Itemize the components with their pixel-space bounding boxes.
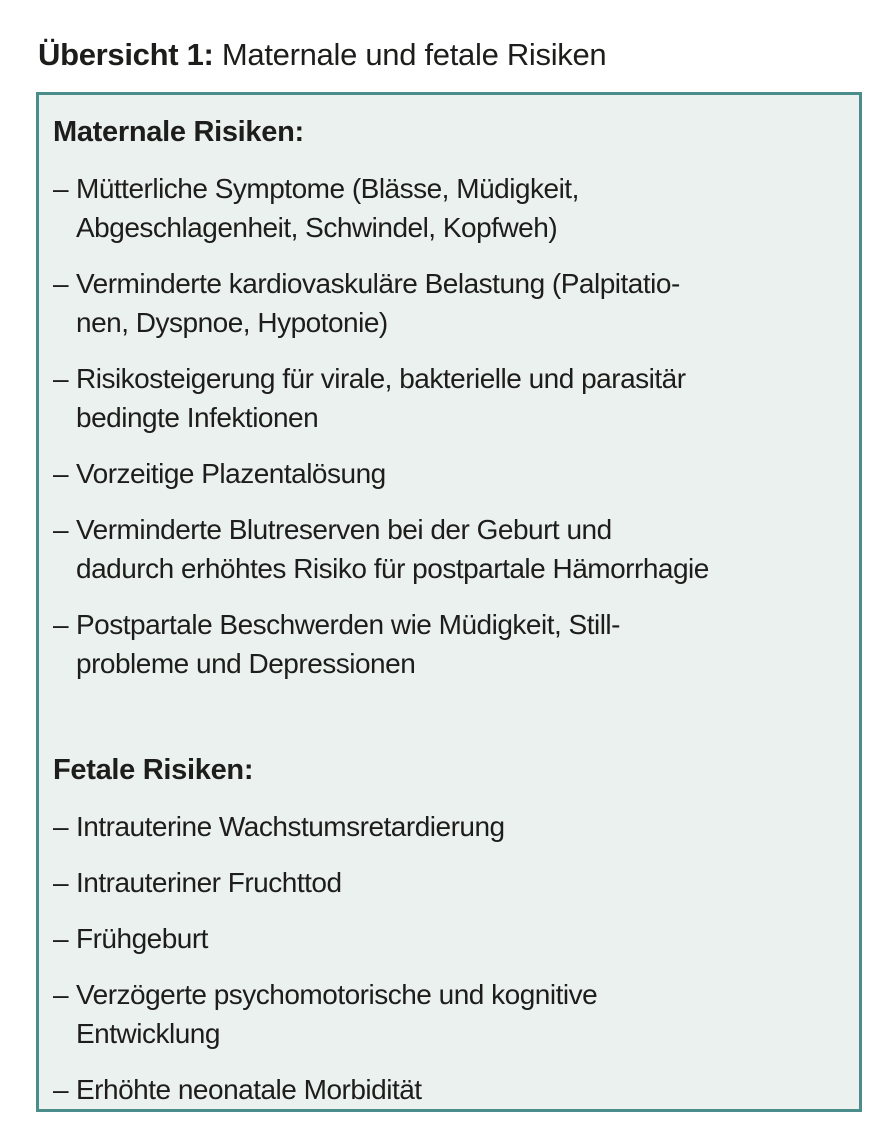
list-item-line: Vorzeitige Plazentalösung [76,458,386,489]
list-item-text [76,863,342,902]
dash-bullet: – [53,609,69,640]
list-item-line: Intrauteriner Fruchttod [76,867,342,898]
list-item-line: Entwicklung [76,1018,220,1049]
dash-bullet: – [53,363,69,394]
section-heading: Maternale Risiken: [53,116,304,148]
dash-bullet: – [53,173,69,204]
list-item-line: Mütterliche Symptome (Blässe, Müdigkeit, [76,173,579,204]
list-item [53,605,841,683]
page-title-label: Übersicht 1: [38,37,214,72]
list-item-text [76,605,620,683]
list-item-text [76,264,680,342]
list-item-line: Intrauterine Wachstumsretardierung [76,811,505,842]
list-item [53,264,841,342]
list-item-line: Erhöhte neonatale Morbidität [76,1074,422,1105]
dash-bullet: – [53,979,69,1010]
dash-bullet: – [53,268,69,299]
list-item-text [76,975,597,1053]
list-item-line: Verminderte Blutreserven bei der Geburt und [76,514,612,545]
list-item-line: bedingte Infektionen [76,402,319,433]
list-item-line: Verzögerte psychomotorische und kognitive [76,979,598,1010]
list-item [53,510,841,588]
risk-box [36,92,862,1112]
page-title [38,34,606,76]
risk-section [53,751,841,1109]
dash-bullet: – [53,811,69,842]
dash-bullet: – [53,923,69,954]
list-item-text [76,919,208,958]
list-item-text [76,510,709,588]
dash-bullet: – [53,514,69,545]
list-item-line: Risikosteigerung für virale, bakterielle und parasitär [76,363,686,394]
section-heading: Fetale Risiken: [53,754,254,786]
list-item-line: dadurch erhöhtes Risiko für postpartale Hämorrhagie [76,553,709,584]
list-item-line: nen, Dyspnoe, Hypotonie) [76,307,388,338]
list-item-text [76,807,505,846]
list-item-line: Verminderte kardiovaskuläre Belastung (Palpitatio- [76,268,680,299]
risk-list [53,807,841,1109]
list-item [53,919,841,958]
list-item-line: Frühgeburt [76,923,208,954]
list-item-line: Abgeschlagenheit, Schwindel, Kopfweh) [76,212,558,243]
list-item-text [76,1070,422,1109]
list-item [53,359,841,437]
list-item [53,454,841,493]
dash-bullet: – [53,458,69,489]
page-title-text: Maternale und fetale Risiken [213,37,607,72]
list-item-text [76,169,579,247]
list-item-line: probleme und Depressionen [76,648,416,679]
list-item [53,863,841,902]
list-item [53,975,841,1053]
list-item [53,1070,841,1109]
dash-bullet: – [53,1074,69,1105]
list-item [53,169,841,247]
list-item-text [76,454,386,493]
list-item-line: Postpartale Beschwerden wie Müdigkeit, Still- [76,609,620,640]
risk-list [53,169,841,683]
risk-section [53,113,841,683]
list-item [53,807,841,846]
dash-bullet: – [53,867,69,898]
list-item-text [76,359,686,437]
